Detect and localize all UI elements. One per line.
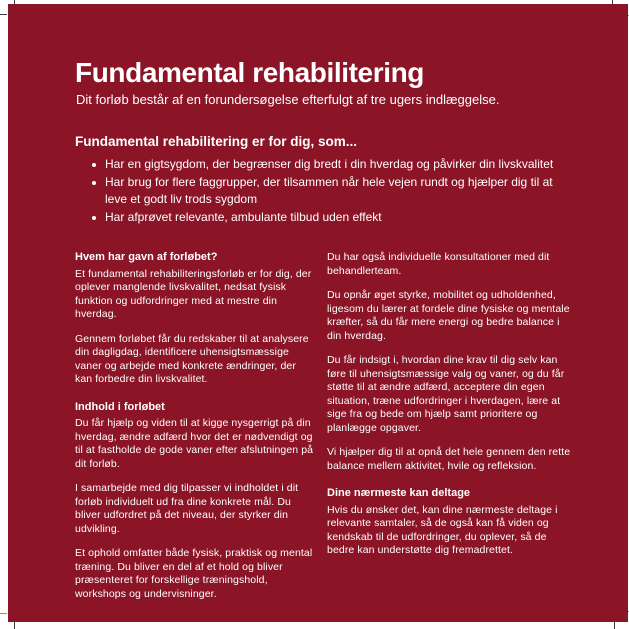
paragraph: Du opnår øget styrke, mobilitet og udholdenhed, ligesom du lærer at fordele dine fysiske og mentale kræfter, så du får mere energi og bedre balance i din hverdag. [327,289,570,342]
intro-heading: Fundamental rehabilitering er for dig, som... [75,134,358,149]
section-heading: Indhold i forløbet [75,400,165,413]
page-title: Fundamental rehabilitering [75,57,424,88]
crop-mark-top-left-horizontal [0,14,7,15]
crop-mark-bottom-right-vertical [614,621,615,629]
paragraph: Du har også individuelle konsultationer med dit behandlerteam. [327,251,550,277]
crop-mark-bottom-left-vertical [14,621,15,629]
section-heading: Hvem har gavn af forløbet? [75,251,218,263]
crop-mark-bottom-left-horizontal [0,613,7,614]
body-columns [75,251,573,612]
page-subtitle: Dit forløb består af en forundersøgelse efterfulgt af tre ugers indlæggelse. [76,92,500,107]
section-heading: Dine nærmeste kan deltage [327,487,471,499]
left-column [75,251,315,612]
bullet-item: Har brug for flere faggrupper, der tilsammen når hele vejen rundt og hjælper dig til at leve et godt liv trods sygdom [88,174,573,209]
paragraph: I samarbejde med dig tilpasser vi indholdet i dit forløb individuelt ud fra dine konkrete mål. Du bliver udfordret på det niveau, der styrker din udvikling. [75,482,299,535]
right-column [327,251,573,612]
flyer-page [8,4,628,622]
intro-bullet-list [75,156,573,226]
paragraph: Hvis du ønsker det, kan dine nærmeste deltage i relevante samtaler, så de også kan få viden og kendskab til de udfordringer, du oplever, så de bedre kan understøtte dig fremadrettet. [327,503,558,556]
paragraph: Du får indsigt i, hvordan dine krav til dig selv kan føre til uhensigtsmæssige valg og vaner, og du får støtte til at ændre adfærd, acceptere din egen situation, træne udfordringer i hverdagen, lære at sige fra og bede om hjælp samt prioritere og planlægge opgaver. [327,354,565,434]
paragraph: Et ophold omfatter både fysisk, praktisk og mental træning. Du bliver en del af et hold og bliver præsenteret for forskellige træningshold, workshops og undervisninger. [75,547,313,600]
bullet-item: Har en gigtsygdom, der begrænser dig bredt i din hverdag og påvirker din livskvalitet [88,156,573,174]
paragraph: Du får hjælp og viden til at kigge nysgerrigt på din hverdag, ændre adfærd hvor det er nødvendigt og til at fastholde de gode vaner efter afslutningen på dit forløb. [75,417,314,470]
paragraph: Vi hjælper dig til at opnå det hele gennem den rette balance mellem aktivitet, hvile og refleksion. [327,446,571,472]
paragraph: Gennem forløbet får du redskaber til at analysere din dagligdag, identificere uhensigtsmæssige vaner og arbejde med konkrete ændringer, der kan forbedre din livskvalitet. [75,332,309,385]
bullet-item: Har afprøvet relevante, ambulante tilbud uden effekt [88,209,573,227]
paragraph: Et fundamental rehabiliteringsforløb er for dig, der oplever manglende livskvalitet, nedsat fysisk funktion og udfordringer med at mestre din hverdag. [75,267,312,320]
